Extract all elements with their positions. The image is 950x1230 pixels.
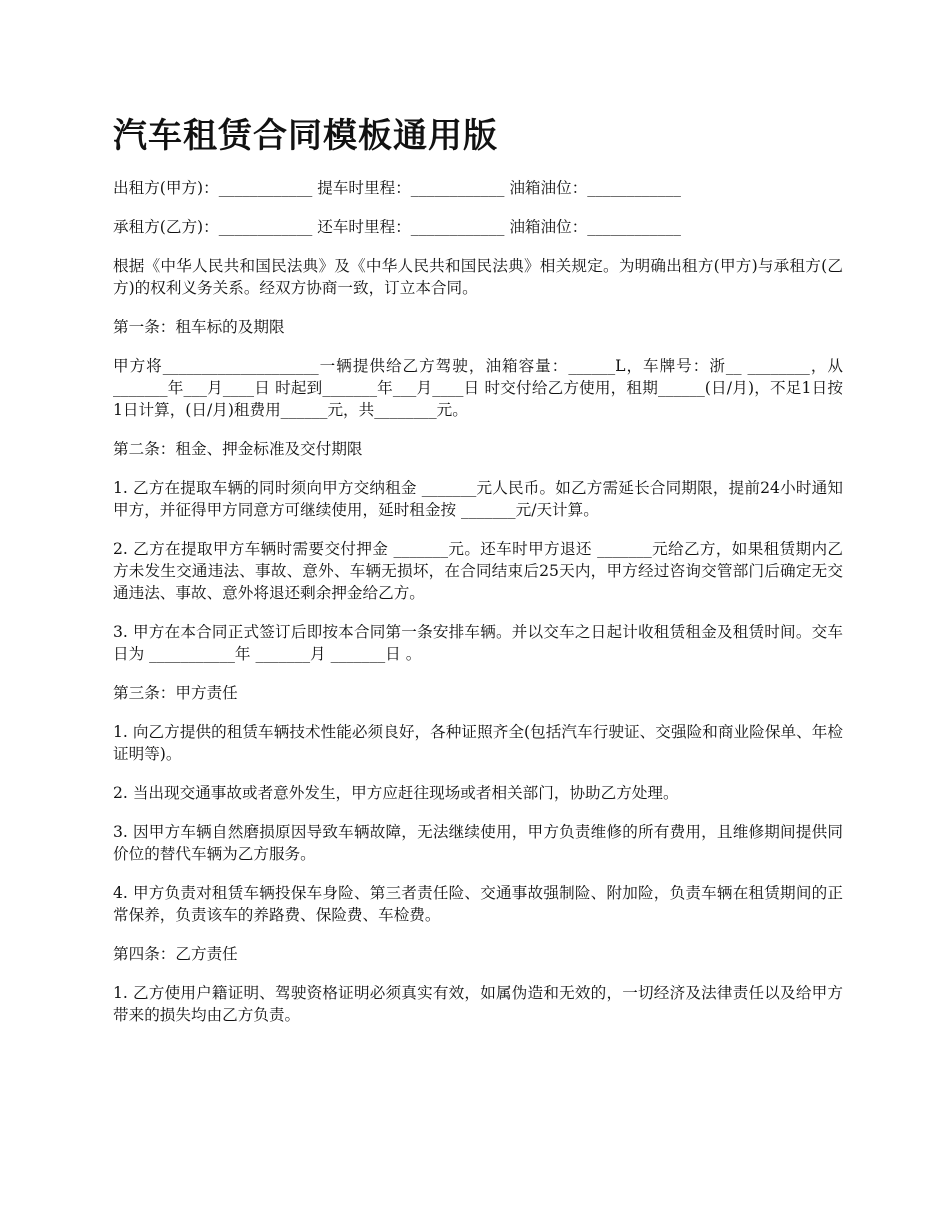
article-2-heading: 第二条：租金、押金标准及交付期限 [113,440,363,458]
article-2-clause-3: 3. 甲方在本合同正式签订后即按本合同第一条安排车辆。并以交车之日起计收租赁租金及租赁时间。交车日为 ___________年 _______月 _______日 。 [113,623,843,663]
lessor-info-line: 出租方(甲方)：____________ 提车时里程：____________ 油箱油位：____________ [113,179,681,197]
article-2-clause-2: 2. 乙方在提取甲方车辆时需要交付押金 _______元。还车时甲方退还 _______元给乙方，如果租赁期内乙方未发生交通违法、事故、意外、车辆无损坏，在合同结束后25天内，甲方经过咨询交管部门后确定无交通违法、事故、意外将退还剩余押金给乙方。 [113,540,843,602]
lessee-info-line: 承租方(乙方)：____________ 还车时里程：____________ 油箱油位：____________ [113,218,681,236]
article-3-clause-2: 2. 当出现交通事故或者意外发生，甲方应赶往现场或者相关部门，协助乙方处理。 [113,784,679,802]
article-3-clause-1: 1. 向乙方提供的租赁车辆技术性能必须良好，各种证照齐全(包括汽车行驶证、交强险和商业险保单、年检证明等)。 [113,723,843,763]
document-title: 汽车租赁合同模板通用版 [113,116,498,156]
article-2-clause-1: 1. 乙方在提取车辆的同时须向甲方交纳租金 _______元人民币。如乙方需延长合同期限，提前24小时通知甲方，并征得甲方同意方可继续使用，延时租金按 _______元/天计算。 [113,479,843,519]
article-3-heading: 第三条：甲方责任 [113,684,238,702]
article-3-clause-4: 4. 甲方负责对租赁车辆投保车身险、第三者责任险、交通事故强制险、附加险，负责车辆在租赁期间的正常保养，负责该车的养路费、保险费、车检费。 [113,884,843,924]
article-4-clause-1: 1. 乙方使用户籍证明、驾驶资格证明必须真实有效，如属伪造和无效的，一切经济及法律责任以及给甲方带来的损失均由乙方负责。 [113,984,843,1024]
article-4-heading: 第四条：乙方责任 [113,945,238,963]
article-1-paragraph: 甲方将____________________一辆提供给乙方驾驶，油箱容量：______L，车牌号：浙__ ________，从_______年___月____日 时起到_______年___月____日 时交付给乙方使用，租期______(日/月)，不足1日按1日计算，(日/月)租费用______元，共________元。 [113,357,843,419]
article-1-heading: 第一条：租车标的及期限 [113,318,285,336]
document-body [113,177,843,1043]
preamble-paragraph: 根据《中华人民共和国民法典》及《中华人民共和国民法典》相关规定。为明确出租方(甲方)与承租方(乙方)的权利义务关系。经双方协商一致，订立本合同。 [113,257,843,297]
article-3-clause-3: 3. 因甲方车辆自然磨损原因导致车辆故障，无法继续使用，甲方负责维修的所有费用，且维修期间提供同价位的替代车辆为乙方服务。 [113,823,843,863]
